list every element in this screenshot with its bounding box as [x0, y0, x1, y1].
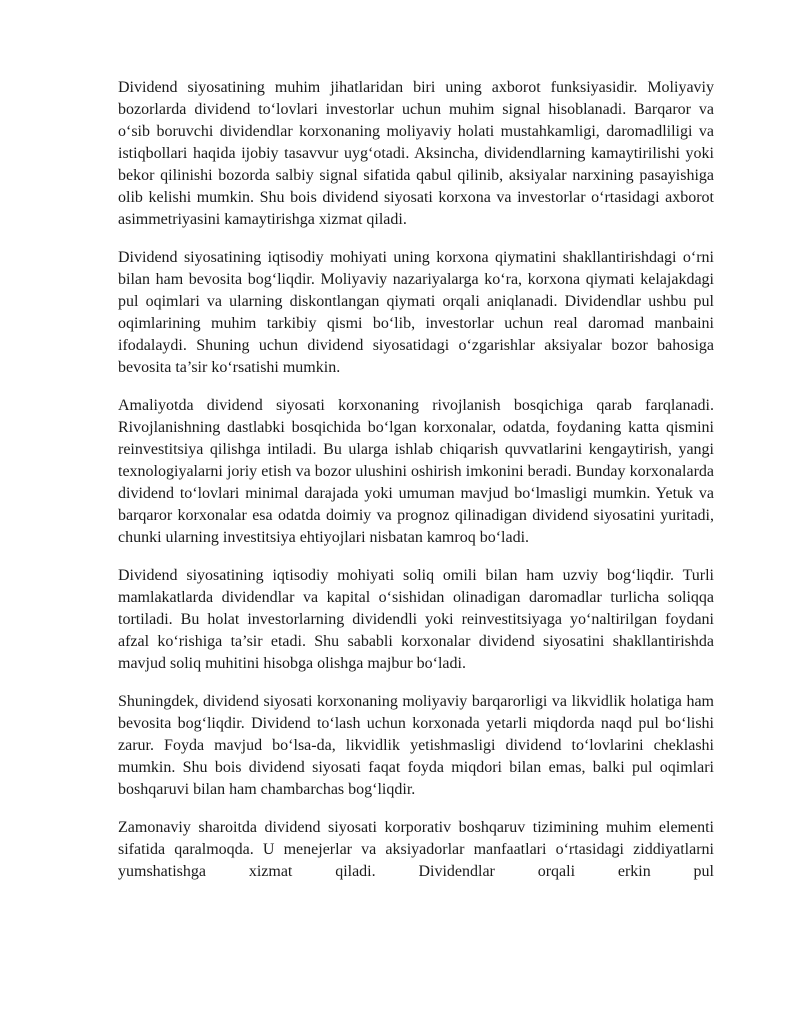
paragraph-5: Shuningdek, dividend siyosati korxonaning moliyaviy barqarorligi va likvidlik holatiga ham bevosita bog‘liqdir. Dividend to‘lash uchun korxonada yetarli miqdorda naqd pul bo‘lishi zarur. Foyda mavjud bo‘lsa-da, likvidlik yetishmasligi dividend to‘lovlarini cheklashi mumkin. Shu bois dividend siyosati faqat foyda miqdori bilan emas, balki pul oqimlari boshqaruvi bilan ham chambarchas bog‘liqdir. [118, 693, 714, 798]
paragraph-6: Zamonaviy sharoitda dividend siyosati korporativ boshqaruv tizimining muhim elementi sifatida qaralmoqda. U menejerlar va aksiyadorlar manfaatlari o‘rtasidagi ziddiyatlarni yumshatishga xizmat qiladi. Dividendlar orqali erkin pul [118, 819, 714, 880]
document-page [118, 77, 714, 883]
paragraph-1: Dividend siyosatining muhim jihatlaridan biri uning axborot funksiyasidir. Moliyaviy bozorlarda dividend to‘lovlari investorlar uchun muhim signal hisoblanadi. Barqaror va o‘sib boruvchi dividendlar korxonaning moliyaviy holati mustahkamligi, daromadliligi va istiqbollari haqida ijobiy tasavvur uyg‘otadi. Aksincha, dividendlarning kamaytirilishi yoki bekor qilinishi bozorda salbiy signal sifatida qabul qilinib, aksiyalar narxining pasayishiga olib kelishi mumkin. Shu bois dividend siyosati korxona va investorlar o‘rtasidagi axborot asimmetriyasini kamaytirishga xizmat qiladi. [118, 79, 714, 228]
paragraph-4: Dividend siyosatining iqtisodiy mohiyati soliq omili bilan ham uzviy bog‘liqdir. Turli mamlakatlarda dividendlar va kapital o‘sishidan olinadigan daromadlar turlicha soliqqa tortiladi. Bu holat investorlarning dividendli yoki reinvestitsiyaga yo‘naltirilgan foydani afzal ko‘rishiga ta’sir etadi. Shu sababli korxonalar dividend siyosatini shakllantirishda mavjud soliq muhitini hisobga olishga majbur bo‘ladi. [118, 567, 714, 672]
paragraph-3: Amaliyotda dividend siyosati korxonaning rivojlanish bosqichiga qarab farqlanadi. Rivojlanishning dastlabki bosqichida bo‘lgan korxonalar, odatda, foydaning katta qismini reinvestitsiya qilishga intiladi. Bu ularga ishlab chiqarish quvvatlarini kengaytirish, yangi texnologiyalarni joriy etish va bozor ulushini oshirish imkonini beradi. Bunday korxonalarda dividend to‘lovlari minimal darajada yoki umuman mavjud bo‘lmasligi mumkin. Yetuk va barqaror korxonalar esa odatda doimiy va prognoz qilinadigan dividend siyosatini yuritadi, chunki ularning investitsiya ehtiyojlari nisbatan kamroq bo‘ladi. [118, 397, 714, 546]
paragraph-2: Dividend siyosatining iqtisodiy mohiyati uning korxona qiymatini shakllantirishdagi o‘rni bilan ham bevosita bog‘liqdir. Moliyaviy nazariyalarga ko‘ra, korxona qiymati kelajakdagi pul oqimlari va ularning diskontlangan qiymati orqali aniqlanadi. Dividendlar ushbu pul oqimlarining muhim tarkibiy qismi bo‘lib, investorlar uchun real daromad manbaini ifodalaydi. Shuning uchun dividend siyosatidagi o‘zgarishlar aksiyalar bozor bahosiga bevosita ta’sir ko‘rsatishi mumkin. [118, 249, 714, 376]
